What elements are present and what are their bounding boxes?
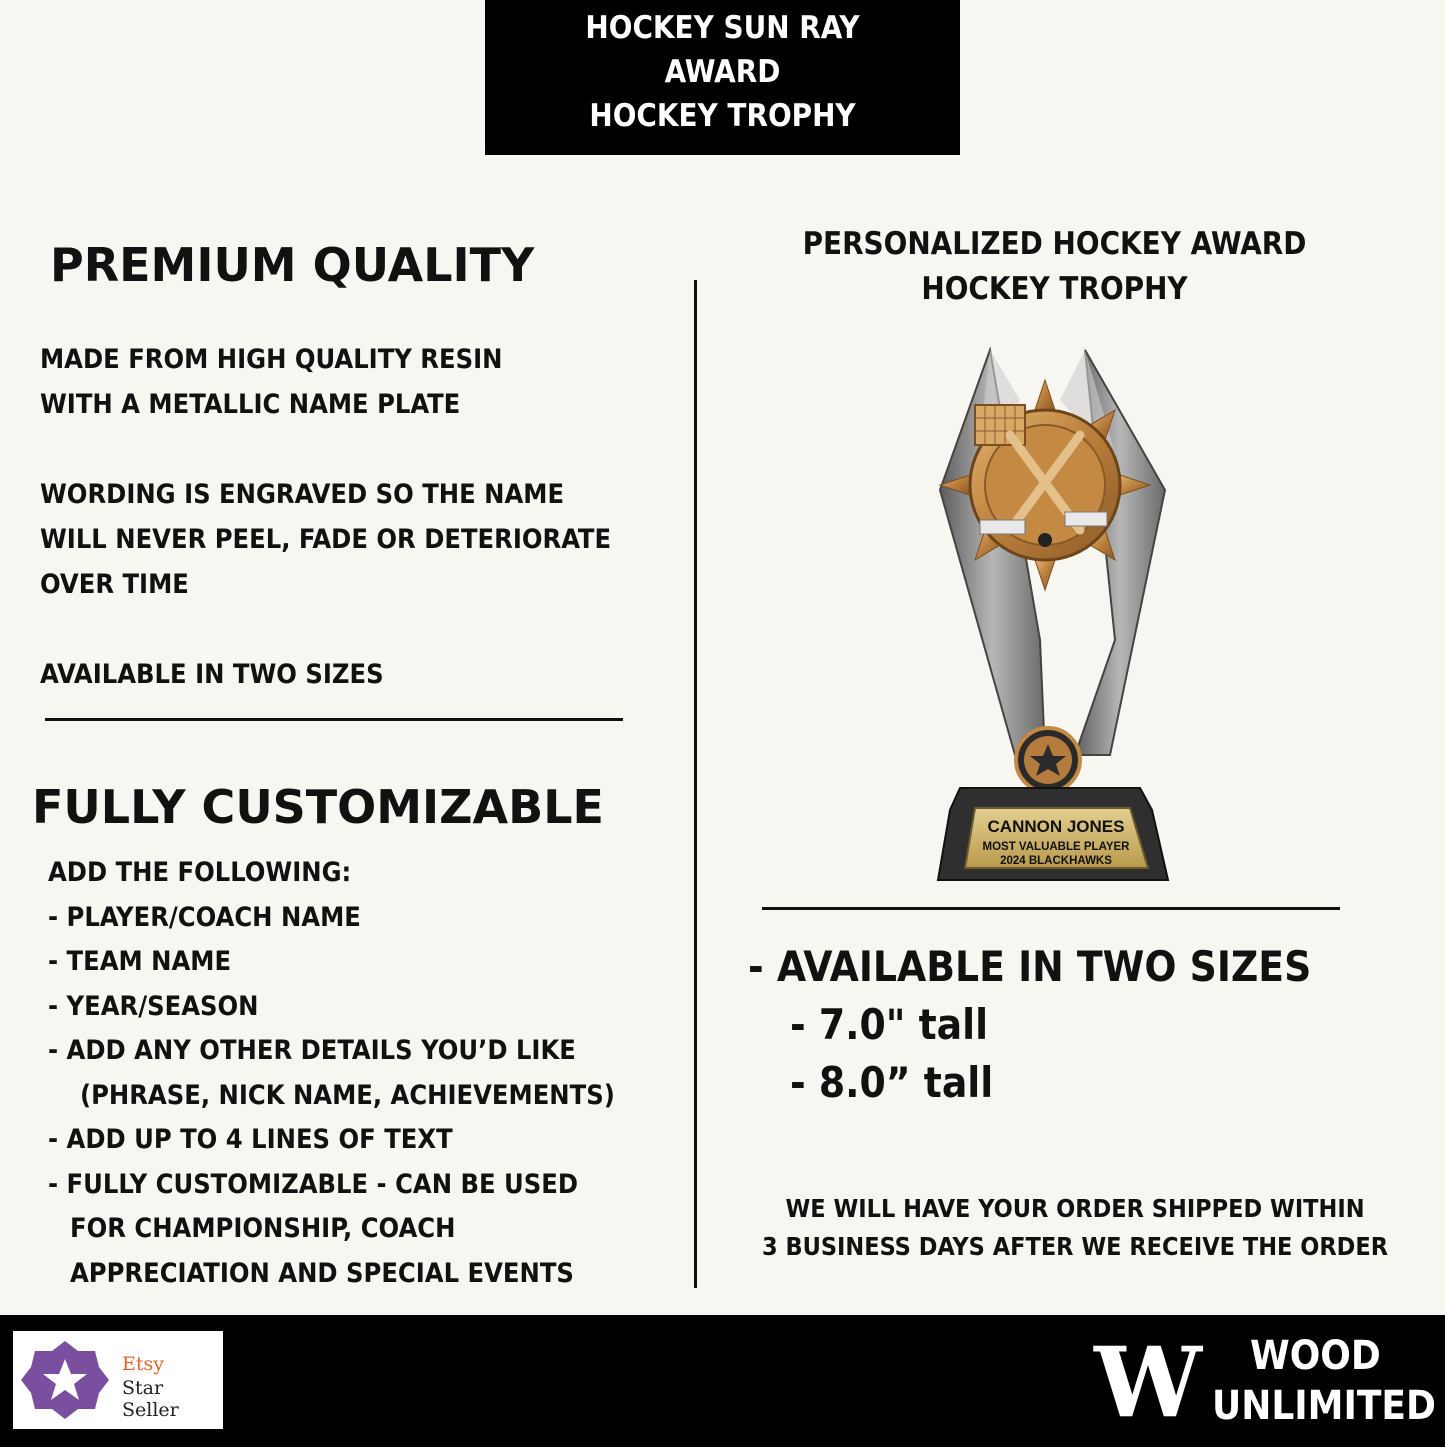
custom-line: - TEAM NAME	[48, 946, 232, 977]
custom-line: ADD THE FOLLOWING:	[48, 857, 352, 888]
premium-line: WITH A METALLIC NAME PLATE	[40, 389, 461, 420]
sizes-block	[748, 938, 1311, 1112]
left-divider	[45, 718, 623, 721]
fully-customizable-heading: FULLY CUSTOMIZABLE	[32, 780, 604, 834]
shipping-note	[745, 1190, 1405, 1266]
custom-line: - FULLY CUSTOMIZABLE - CAN BE USED	[48, 1168, 579, 1200]
product-heading	[762, 222, 1347, 312]
sizes-heading: - AVAILABLE IN TWO SIZES	[748, 942, 1312, 991]
premium-quality-heading: PREMIUM QUALITY	[50, 238, 535, 292]
product-heading-line: PERSONALIZED HOCKEY AWARD	[802, 226, 1307, 262]
custom-line: - YEAR/SEASON	[48, 990, 259, 1022]
premium-line: MADE FROM HIGH QUALITY RESIN	[40, 344, 503, 375]
plate-name: CANNON JONES	[987, 817, 1125, 836]
title-line-3: HOCKEY TROPHY	[589, 98, 856, 134]
shipping-line: 3 BUSINESS DAYS AFTER WE RECEIVE THE ORDER	[761, 1232, 1389, 1261]
brand-name-line-1: WOOD	[1250, 1333, 1381, 1379]
shipping-line: WE WILL HAVE YOUR ORDER SHIPPED WITHIN	[785, 1194, 1365, 1223]
title-line-2: AWARD	[664, 54, 781, 90]
size-option: - 7.0" tall	[790, 1000, 989, 1049]
star-seller-label: Star Seller	[122, 1377, 179, 1421]
custom-line: - ADD UP TO 4 LINES OF TEXT	[48, 1124, 453, 1155]
custom-line: - ADD ANY OTHER DETAILS YOU’D LIKE	[48, 1035, 576, 1066]
star-seller-icon	[21, 1339, 109, 1421]
etsy-star-seller-badge	[13, 1331, 223, 1429]
custom-line: - PLAYER/COACH NAME	[48, 901, 361, 933]
custom-line: FOR CHAMPIONSHIP, COACH	[70, 1213, 456, 1244]
product-heading-line: HOCKEY TROPHY	[921, 271, 1188, 307]
size-option: - 8.0” tall	[790, 1058, 994, 1107]
right-divider	[762, 907, 1340, 910]
etsy-label: Etsy	[122, 1353, 164, 1375]
plate-team: 2024 BLACKHAWKS	[1000, 855, 1112, 867]
customizable-list	[48, 851, 615, 1296]
premium-line: WORDING IS ENGRAVED SO THE NAME	[40, 479, 565, 510]
plate-title: MOST VALUABLE PLAYER	[982, 841, 1130, 853]
title-line-1: HOCKEY SUN RAY	[585, 10, 860, 46]
title-banner	[485, 0, 960, 155]
premium-line	[40, 607, 611, 652]
column-divider	[694, 280, 697, 1288]
premium-quality-list	[40, 337, 611, 697]
custom-line: (PHRASE, NICK NAME, ACHIEVEMENTS)	[80, 1079, 615, 1111]
trophy-illustration	[930, 340, 1180, 900]
premium-line: AVAILABLE IN TWO SIZES	[40, 659, 384, 690]
trophy-image	[930, 340, 1180, 900]
premium-line: OVER TIME	[40, 569, 189, 600]
wood-unlimited-logo-icon: W	[1094, 1326, 1202, 1439]
premium-line: WILL NEVER PEEL, FADE OR DETERIORATE	[40, 524, 612, 555]
brand-name-line-2: UNLIMITED	[1212, 1383, 1436, 1429]
premium-line	[40, 427, 611, 472]
custom-line: APPRECIATION AND SPECIAL EVENTS	[70, 1257, 574, 1289]
